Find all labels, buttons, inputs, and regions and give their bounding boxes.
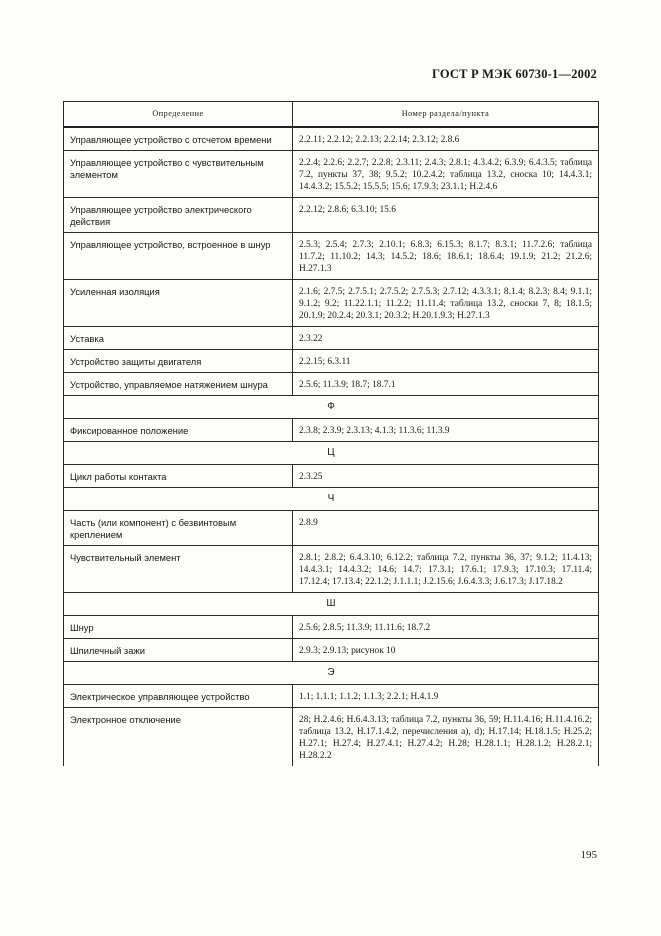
section-refs-cell: 2.2.12; 2.8.6; 6.3.10; 15.6 [293, 198, 599, 233]
section-refs-cell: 2.5.6; 2.8.5; 11.3.9; 11.11.6; 18.7.2 [293, 616, 599, 639]
term-cell: Электронное отключение [64, 708, 293, 767]
section-letter: Э [64, 662, 599, 685]
index-table [63, 101, 599, 766]
section-refs-cell: 28; Н.2.4.6; Н.6.4.3.13; таблица 7.2, пункты 36, 59; Н.11.4.16; Н.11.4.16.2; таблица 13.2, Н.17.1.4.2, перечисления а), d); Н.17.14; Н.18.1.5; Н.25.2; Н.27.1; Н.27.4; Н.27.4.1; Н.27.4.2; Н.28; Н.28.1.1; Н.28.1.2; Н.28.2.1; Н.28.2.2 [293, 708, 599, 767]
column-header-section-number: Номер раздела/пункта [293, 102, 599, 128]
section-refs-cell: 2.8.1; 2.8.2; 6.4.3.10; 6.12.2; таблица 7.2, пункты 36, 37; 9.1.2; 11.4.13; 14.4.3.1; 14.4.3.2; 14.6; 14.7; 17.3.1; 17.6.1; 17.9.3; 17.10.3; 17.11.4; 17.12.4; 17.13.4; 22.1.2; J.1.1.1; J.2.15.6; J.6.4.3.3; J.6.17.3; J.17.18.2 [293, 546, 599, 593]
section-letter-row [64, 593, 599, 616]
table-row [64, 639, 599, 662]
table-row [64, 198, 599, 233]
table-row [64, 350, 599, 373]
section-letter: Ш [64, 593, 599, 616]
term-cell: Управляющее устройство с отсчетом времени [64, 127, 293, 151]
term-cell: Устройство защиты двигателя [64, 350, 293, 373]
term-cell: Управляющее устройство электрического действия [64, 198, 293, 233]
table-row [64, 327, 599, 350]
table-row [64, 151, 599, 198]
section-letter-row [64, 396, 599, 419]
table-row [64, 546, 599, 593]
section-refs-cell: 2.3.22 [293, 327, 599, 350]
table-body [64, 127, 599, 766]
term-cell: Шпилечный зажи [64, 639, 293, 662]
section-refs-cell: 2.8.9 [293, 511, 599, 546]
table-row [64, 280, 599, 327]
table-row [64, 465, 599, 488]
term-cell: Устройство, управляемое натяжением шнура [64, 373, 293, 396]
term-cell: Уставка [64, 327, 293, 350]
section-letter: Ц [64, 442, 599, 465]
section-letter-row [64, 488, 599, 511]
section-refs-cell: 2.2.15; 6.3.11 [293, 350, 599, 373]
table-row [64, 233, 599, 280]
column-header-definition: Определение [64, 102, 293, 128]
section-refs-cell: 2.1.6; 2.7.5; 2.7.5.1; 2.7.5.2; 2.7.5.3; 2.7.12; 4.3.3.1; 8.1.4; 8.2.3; 8.4; 9.1.1; 9.1.2; 9.2; 11.22.1.1; 11.2.2; 11.11.4; таблица 13.2, сноски 7, 8; 18.1.5; 20.1.9; 20.2.4; 20.3.1; 20.3.2; Н.20.1.9.3; Н.27.1.3 [293, 280, 599, 327]
table-row [64, 511, 599, 546]
term-cell: Часть (или компонент) с безвинтовым креплением [64, 511, 293, 546]
term-cell: Управляющее устройство, встроенное в шнур [64, 233, 293, 280]
section-letter-row [64, 662, 599, 685]
table-row [64, 685, 599, 708]
section-letter: Ч [64, 488, 599, 511]
table-header-row [64, 102, 599, 128]
section-refs-cell: 2.3.25 [293, 465, 599, 488]
section-letter-row [64, 442, 599, 465]
term-cell: Цикл работы контакта [64, 465, 293, 488]
table-row [64, 708, 599, 767]
section-refs-cell: 1.1; 1.1.1; 1.1.2; 1.1.3; 2.2.1; Н.4.1.9 [293, 685, 599, 708]
term-cell: Управляющее устройство с чувствительным элементом [64, 151, 293, 198]
section-refs-cell: 2.5.6; 11.3.9; 18.7; 18.7.1 [293, 373, 599, 396]
section-refs-cell: 2.3.8; 2.3.9; 2.3.13; 4.1.3; 11.3.6; 11.3.9 [293, 419, 599, 442]
table-row [64, 373, 599, 396]
section-refs-cell: 2.5.3; 2.5.4; 2.7.3; 2.10.1; 6.8.3; 6.15.3; 8.1.7; 8.3.1; 11.7.2.6; таблица 11.7.2; 11.10.2; 14.3; 14.5.2; 18.6; 18.6.1; 18.6.4; 19.1.9; 21.2; 21.2.6; Н.27.1.3 [293, 233, 599, 280]
term-cell: Усиленная изоляция [64, 280, 293, 327]
term-cell: Шнур [64, 616, 293, 639]
section-letter: Ф [64, 396, 599, 419]
term-cell: Фиксированное положение [64, 419, 293, 442]
document-header: ГОСТ Р МЭК 60730-1—2002 [432, 67, 597, 81]
term-cell: Электрическое управляющее устройство [64, 685, 293, 708]
page-number: 195 [580, 849, 597, 861]
table-row [64, 419, 599, 442]
table-row [64, 127, 599, 151]
section-refs-cell: 2.9.3; 2.9.13; рисунок 10 [293, 639, 599, 662]
section-refs-cell: 2.2.4; 2.2.6; 2.2.7; 2.2.8; 2.3.11; 2.4.3; 2.8.1; 4.3.4.2; 6.3.9; 6.4.3.5; таблица 7.2, пункты 37, 38; 9.5.2; 10.2.4.2; таблица 13.2, сноска 10; 14.4.3.1; 14.4.3.2; 15.5.2; 15.5.5; 15.6; 17.9.3; 23.1.1; Н.2.4.6 [293, 151, 599, 198]
table-row [64, 616, 599, 639]
term-cell: Чувствительный элемент [64, 546, 293, 593]
section-refs-cell: 2.2.11; 2.2.12; 2.2.13; 2.2.14; 2.3.12; 2.8.6 [293, 127, 599, 151]
